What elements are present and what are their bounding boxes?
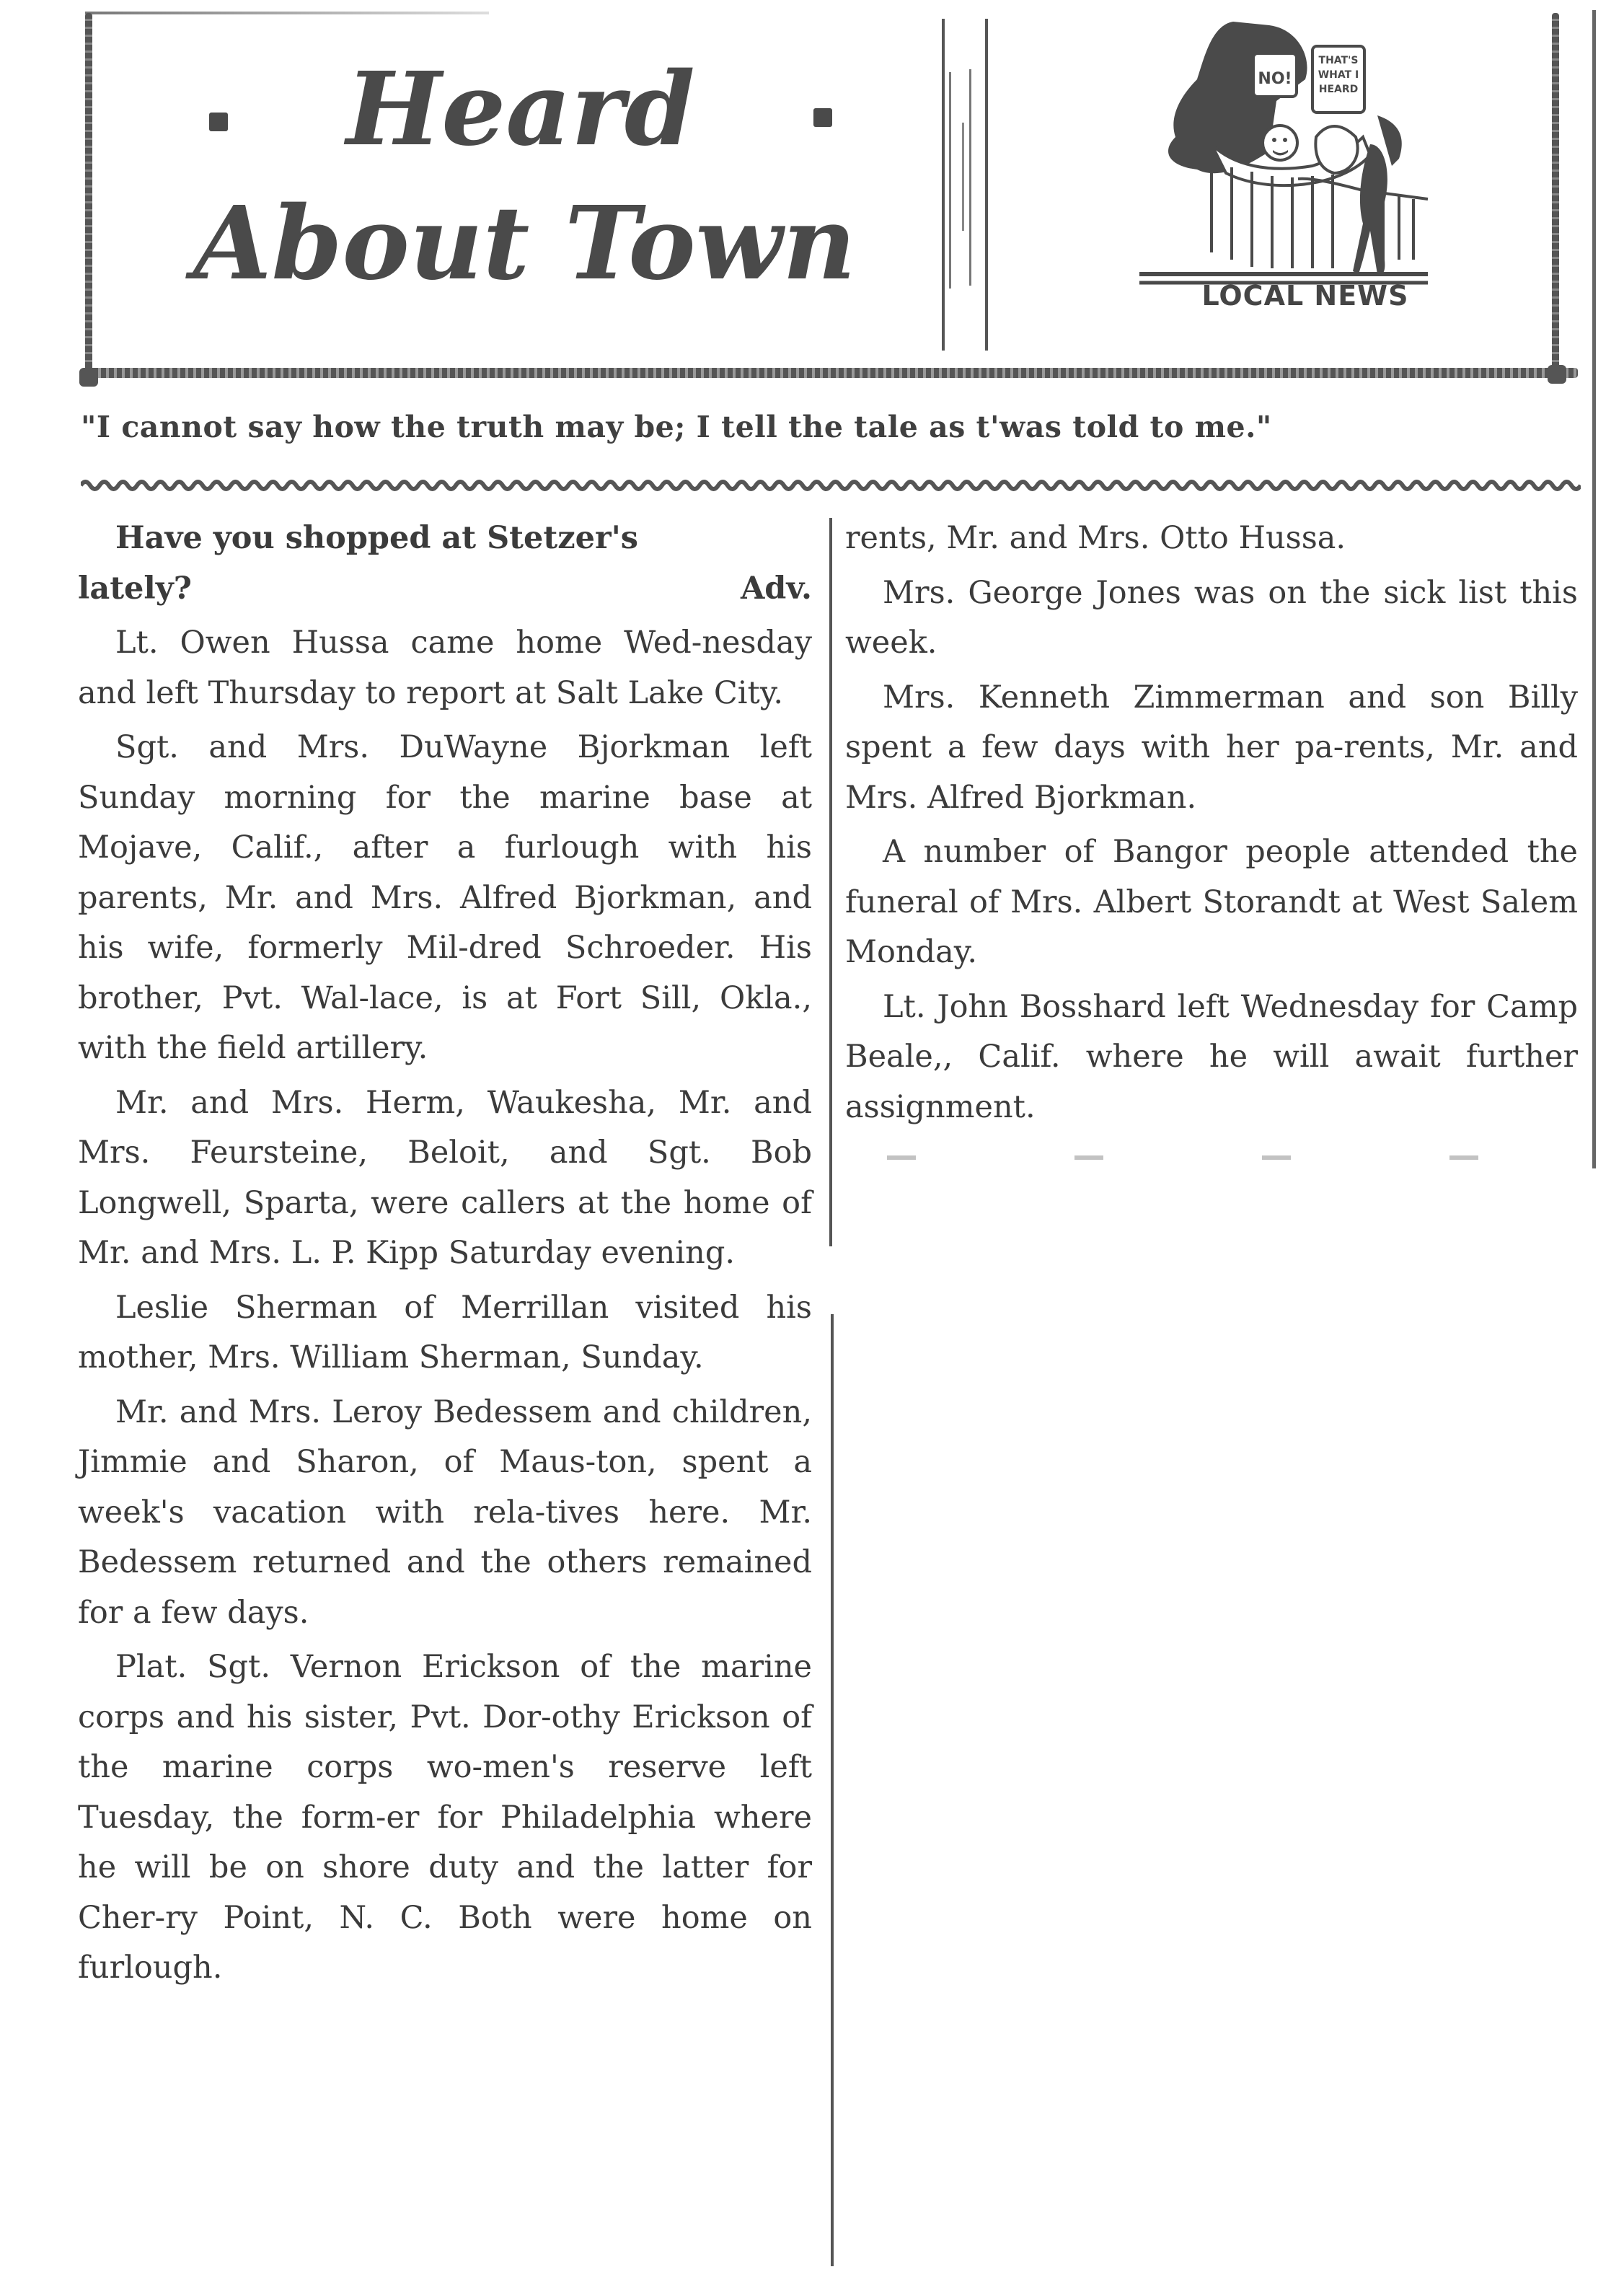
header-corner-ornament [1548, 365, 1566, 384]
header-right-border [1552, 13, 1559, 381]
wavy-divider [81, 476, 1581, 495]
ad-tail: lately? [78, 570, 192, 607]
header-vertical-rule [942, 19, 945, 351]
title-dash-left [209, 113, 228, 131]
page-title-line2: About Town [193, 185, 856, 303]
local-news-caption: LOCAL NEWS [1201, 280, 1409, 312]
news-item: Plat. Sgt. Vernon Erickson of the marine corps and his sister, Pvt. Dor-othy Erickson of the marine corps wo-men's reserve left Tuesday, the form-er for Philadelphia where he will be on shore duty and the latter for Cher-ry Point, N. C. Both were home on furlough. [78, 1649, 812, 1986]
cartoon-bubble-no: NO! [1258, 70, 1292, 88]
news-item: Mrs. Kenneth Zimmerman and son Billy spent a few days with her pa-rents, Mr. and Mrs. Alfred Bjorkman. [845, 679, 1578, 816]
epigraph-quote: "I cannot say how the truth may be; I tell the tale as t'was told to me." [81, 410, 1272, 444]
gossip-cartoon-illustration [1125, 14, 1514, 317]
cut-off-text-line [887, 1155, 1522, 1160]
ad-text: Have you shopped at Stetzer's [115, 520, 639, 556]
page-title-line1: Heard [346, 50, 695, 169]
news-item: Mrs. George Jones was on the sick list this week. [845, 574, 1578, 661]
news-item: Leslie Sherman of Merrillan visited his mother, Mrs. William Sherman, Sunday. [78, 1289, 812, 1375]
header-bottom-border [85, 368, 1578, 378]
header-vertical-rule [949, 72, 951, 289]
news-item-continuation: rents, Mr. and Mrs. Otto Hussa. [845, 520, 1346, 556]
ad-line [78, 514, 812, 564]
title-dash-right [813, 108, 832, 127]
news-item: Sgt. and Mrs. DuWayne Bjorkman left Sunday morning for the marine base at Mojave, Calif., after a furlough with his parents, Mr. and Mrs. Alfred Bjorkman, and his wife, formerly Mil-dred Schroeder. His brother, Pvt. Wal-lace, is at Fort Sill, Okla., with the field artillery. [78, 729, 812, 1066]
news-item: Lt. Owen Hussa came home Wed-nesday and left Thursday to report at Salt Lake City. [78, 625, 812, 711]
column-divider [829, 518, 832, 1246]
cartoon-bubble-thats-what-i-heard: THAT'S WHAT I HEARD [1318, 55, 1359, 95]
right-column-border [1592, 505, 1596, 1168]
news-item: Lt. John Bosshard left Wednesday for Camp Beale,, Calif. where he will await further assignment. [845, 988, 1578, 1125]
ad-tag: Adv. [740, 570, 812, 607]
header-corner-ornament [79, 368, 98, 387]
right-column [845, 514, 1578, 1137]
header-top-rule [85, 12, 489, 14]
header-vertical-rule [962, 123, 964, 231]
header-vertical-rule [969, 69, 971, 286]
cartoon-bubble-thats-what-i-heard-wrapper [1314, 50, 1363, 111]
news-item: A number of Bangor people attended the funeral of Mrs. Albert Storandt at West Salem Monday. [845, 834, 1578, 970]
ad-tail-line [78, 564, 812, 615]
header-vertical-rule [985, 19, 988, 351]
left-column [78, 514, 812, 1998]
news-item: Mr. and Mrs. Leroy Bedessem and children, Jimmie and Sharon, of Maus-ton, spent a week's vacation with rela-tives here. Mr. Bedessem returned and the others remained for a few days. [78, 1393, 812, 1631]
column-divider [831, 1314, 834, 2266]
news-item: Mr. and Mrs. Herm, Waukesha, Mr. and Mrs. Feursteine, Beloit, and Sgt. Bob Longwell, Sparta, were callers at the home of Mr. and Mrs. L. P. Kipp Saturday evening. [78, 1084, 812, 1271]
header-left-border [85, 13, 92, 381]
